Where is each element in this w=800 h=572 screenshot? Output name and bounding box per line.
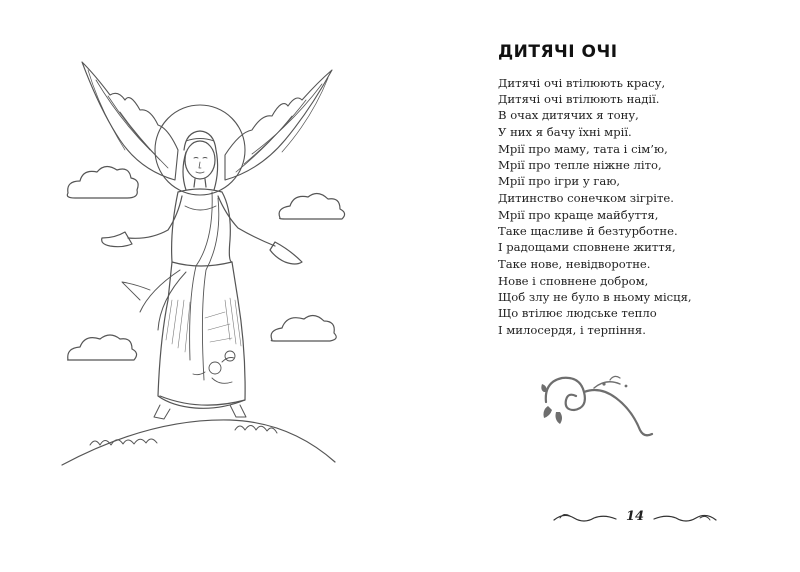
poem-page: [400, 0, 800, 568]
page-footer: [550, 506, 720, 532]
swirl-ornament-icon: [540, 372, 660, 442]
halo: [155, 105, 245, 195]
stanza: [498, 141, 674, 206]
embroidery: [193, 351, 235, 383]
poem-line: Мрії про ігри у гаю,: [498, 174, 621, 189]
cloud-icon: [279, 193, 344, 219]
angel-illustration: [0, 0, 400, 568]
page-number: 14: [625, 509, 645, 524]
poem-line: Мрії про тепле ніжне літо,: [498, 158, 662, 173]
stanza: [498, 273, 692, 338]
right-wing: [225, 70, 332, 180]
cloud-icon: [67, 166, 138, 198]
poem-line: Нове і сповнене добром,: [498, 274, 649, 288]
left-wing: [82, 62, 178, 180]
poem-line: Щоб злу не було в ньому місця,: [498, 290, 692, 305]
dress: [102, 189, 302, 419]
poem-line: В очах дитячих я тону,: [498, 108, 639, 123]
stanza: [498, 207, 678, 272]
poem-line: Мрії про краще майбуття,: [498, 208, 659, 222]
head: [183, 131, 218, 190]
stanza: [498, 75, 665, 140]
poem-line: Дитячі очі втілюють надії.: [498, 92, 660, 107]
poem-line: Таке нове, невідворотне.: [498, 256, 651, 271]
cloud-icon: [271, 315, 336, 341]
poem-line: Дитячі очі втілюють красу,: [498, 76, 666, 90]
poem-line: У них я бачу їхні мрії.: [498, 124, 632, 139]
ground-hill: [62, 420, 335, 465]
poem-line: І милосердя, і терпіння.: [498, 322, 646, 337]
cloud-icon: [68, 335, 137, 360]
illustration-page: [0, 0, 400, 568]
poem-line: І радощами сповнене життя,: [498, 240, 676, 255]
poem-line: Мрії про маму, тата і сім’ю,: [498, 142, 668, 156]
poem-title: ДИТЯЧІ ОЧІ: [498, 42, 618, 62]
poem-line: Таке щасливе й безтурботне.: [498, 224, 678, 239]
poem-line: Що втілює людське тепло: [498, 306, 657, 321]
poem-line: Дитинство сонечком зігріте.: [498, 190, 674, 205]
